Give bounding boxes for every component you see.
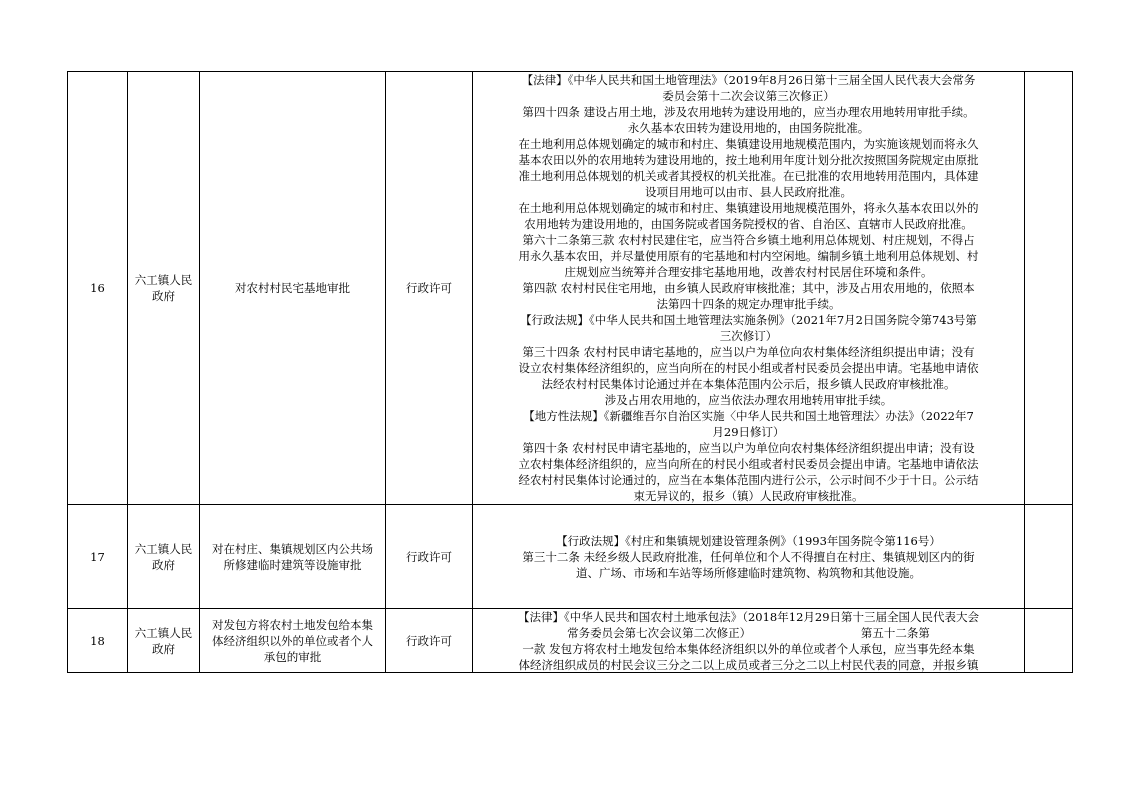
item-line: 对农村村民宅基地审批 (235, 281, 350, 295)
basis-line: 准土地利用总体规划的机关或者其授权的机关批准。在已批准的农用地转用范围内，具体建 (518, 169, 979, 183)
item-line: 所修建临时建筑等设施审批 (223, 557, 362, 572)
basis-line: 设项目用地可以由市、县人民政府批准。 (645, 185, 852, 199)
item-line: 对在村庄、集镇规划区内公共场 (212, 541, 373, 556)
item-line: 对发包方将农村土地发包给本集 (212, 617, 373, 632)
table-body (68, 72, 1073, 673)
item-name-cell (200, 609, 386, 673)
basis-line: 永久基本农田转为建设用地的，由国务院批准。 (627, 121, 870, 135)
department-cell (128, 505, 200, 609)
legal-basis-text (473, 609, 1024, 672)
dept-line: 政府 (152, 557, 175, 572)
basis-line: 委员会第十二次会议第三次修正） (662, 89, 835, 103)
basis-line: 道、广场、市场和车站等场所修建临时建筑物、构筑物和其他设施。 (576, 565, 921, 580)
basis-line: 【行政法规】《村庄和集镇规划建设管理条例》（1993年国务院令第116号） (556, 533, 941, 548)
basis-line: 月29日修订） (712, 425, 785, 439)
basis-line: 第四十条 农村村民申请宅基地的，应当以户为单位向农村集体经济组织提出申请；没有设 (522, 441, 975, 455)
basis-line: 法经农村村民集体讨论通过并在本集体范围内公示后，报乡镇人民政府审核批准。 (541, 377, 956, 391)
basis-line: 【行政法规】《中华人民共和国土地管理法实施条例》（2021年7月2日国务院令第743号第 (520, 313, 977, 327)
basis-line: 农用地转为建设用地的，由国务院或者国务院授权的省、自治区、直辖市人民政府批准。 (524, 217, 973, 231)
basis-line: 第四款 农村村民住宅用地，由乡镇人民政府审核批准；其中，涉及占用农用地的，依照本 (522, 281, 975, 295)
basis-line: 常务委员会第七次会议第二次修正） 第五十二条第 (567, 626, 930, 640)
dept-line: 六工镇人民 (134, 625, 193, 640)
permit-type-cell (386, 72, 473, 505)
remarks-cell (1025, 609, 1073, 673)
basis-line: 在土地利用总体规划确定的城市和村庄、集镇建设用地规模范围内，为实施该规划而将永久 (518, 137, 979, 151)
row-number-cell (68, 609, 128, 673)
basis-line: 第三十二条 未经乡级人民政府批准，任何单位和个人不得擅自在村庄、集镇规划区内的街 (522, 549, 975, 564)
basis-line: 经农村村民集体讨论通过的，应当在本集体范围内进行公示，公示时间不少于十日。公示结 (518, 473, 979, 487)
basis-line: 涉及占用农用地的，应当依法办理农用地转用审批手续。 (604, 393, 893, 407)
permit-table (67, 71, 1073, 673)
legal-basis-cell (473, 505, 1025, 609)
item-line: 承包的审批 (263, 649, 322, 664)
basis-line: 立农村集体经济组织的，应当向所在的村民小组或者村民委员会提出申请。宅基地申请依法 (518, 457, 979, 471)
item-line: 体经济组织以外的单位或者个人 (212, 633, 373, 648)
row-number: 18 (90, 633, 105, 648)
dept-line: 政府 (152, 289, 175, 303)
department-cell (128, 609, 200, 673)
remarks-cell (1025, 505, 1073, 609)
basis-line: 【地方性法规】《新疆维吾尔自治区实施〈中华人民共和国土地管理法〉办法》（2022年7 (523, 409, 974, 423)
item-name-cell (200, 72, 386, 505)
table-row (68, 609, 1073, 673)
basis-line: 用永久基本农田，并尽量使用原有的宅基地和村内空闲地。编制乡镇土地利用总体规划、村 (518, 249, 979, 263)
legal-basis-cell (473, 72, 1025, 505)
basis-line: 基本农田以外的农用地转为建设用地的，按土地利用年度计划分批次按照国务院规定由原批 (518, 153, 979, 167)
permit-type: 行政许可 (406, 633, 452, 648)
permit-type: 行政许可 (406, 549, 452, 564)
row-number: 16 (90, 281, 105, 295)
basis-line: 体经济组织成员的村民会议三分之二以上成员或者三分之二以上村民代表的同意，并报乡镇 (518, 658, 979, 672)
dept-line: 六工镇人民 (134, 273, 193, 287)
table-row (68, 505, 1073, 609)
dept-line: 政府 (152, 641, 175, 656)
basis-line: 【法律】《中华人民共和国土地管理法》（2019年8月26日第十三届全国人民代表大会常务 (521, 73, 976, 87)
basis-line: 第三十四条 农村村民申请宅基地的，应当以户为单位向农村集体经济组织提出申请；没有 (522, 345, 975, 359)
dept-line: 六工镇人民 (134, 541, 193, 556)
legal-basis-cell (473, 609, 1025, 673)
basis-line: 三次修订） (719, 329, 778, 343)
row-number: 17 (90, 549, 105, 564)
basis-line: 第四十四条 建设占用土地，涉及农用地转为建设用地的，应当办理农用地转用审批手续。 (522, 105, 975, 119)
permit-type-cell (386, 505, 473, 609)
basis-line: 设立农村集体经济组织的，应当向所在的村民小组或者村民委员会提出申请。宅基地申请依 (518, 361, 979, 375)
basis-line: 束无异议的，报乡（镇）人民政府审核批准。 (633, 489, 864, 503)
basis-line: 庄规划应当统筹并合理安排宅基地用地，改善农村村民居住环境和条件。 (564, 265, 933, 279)
basis-line: 法第四十四条的规定办理审批手续。 (656, 297, 841, 311)
basis-line: 一款 发包方将农村土地发包给本集体经济组织以外的单位或者个人承包，应当事先经本集 (522, 642, 975, 656)
basis-line: 在土地利用总体规划确定的城市和村庄、集镇建设用地规模范围外，将永久基本农田以外的 (518, 201, 979, 215)
table-row (68, 72, 1073, 505)
department-cell (128, 72, 200, 505)
remarks-cell (1025, 72, 1073, 505)
item-name-cell (200, 505, 386, 609)
permit-type: 行政许可 (406, 281, 452, 295)
row-number-cell (68, 72, 128, 505)
basis-line: 第六十二条第三款 农村村民建住宅，应当符合乡镇土地利用总体规划、村庄规划，不得占 (522, 233, 975, 247)
basis-line: 【法律】《中华人民共和国农村土地承包法》（2018年12月29日第十三届全国人民代表大会 (517, 610, 980, 624)
row-number-cell (68, 505, 128, 609)
permit-type-cell (386, 609, 473, 673)
